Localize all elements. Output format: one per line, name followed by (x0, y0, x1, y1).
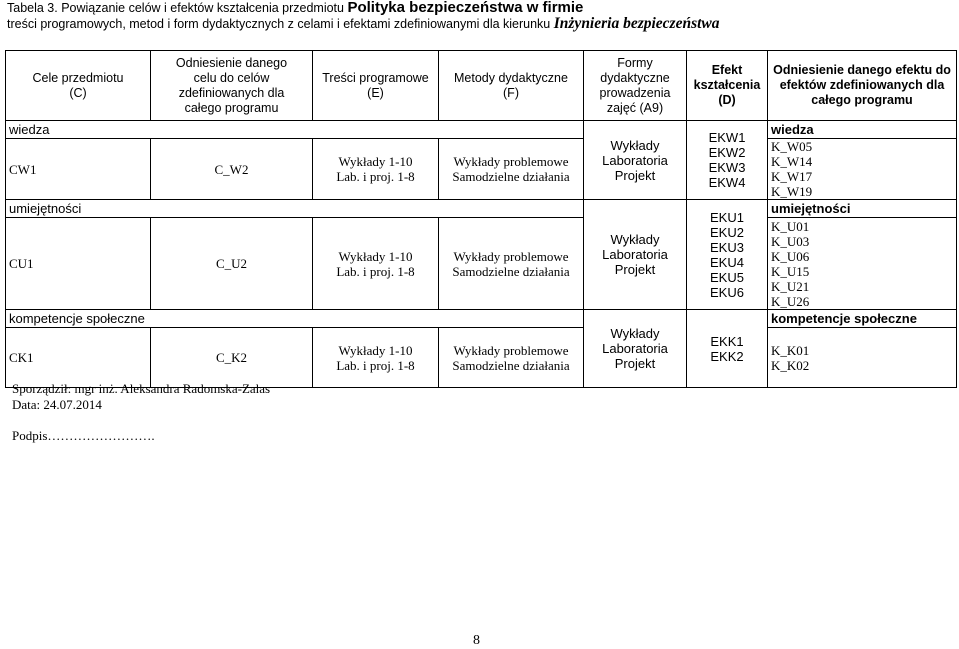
header-tresci: Treści programowe (E) (313, 51, 439, 121)
cel-ref-cell: C_W2 (151, 139, 313, 200)
section-row-wiedza (6, 121, 957, 139)
formy-cell: Wykłady Laboratoria Projekt (584, 200, 687, 310)
signature-line: Podpis……………………. (12, 428, 155, 443)
metody-cell: Wykłady problemowe Samodzielne działania (439, 139, 584, 200)
section-right-label: kompetencje społeczne (768, 310, 957, 328)
section-right-label: wiedza (768, 121, 957, 139)
efekty-cell: EKK1 EKK2 (687, 310, 768, 388)
efekty-ref-cell: K_K01 K_K02 (768, 328, 957, 388)
section-label: wiedza (6, 121, 584, 139)
tresci-cell: Wykłady 1-10 Lab. i proj. 1-8 (313, 328, 439, 388)
section-right-label: umiejętności (768, 200, 957, 218)
tresci-cell: Wykłady 1-10 Lab. i proj. 1-8 (313, 218, 439, 310)
header-formy: Formy dydaktyczne prowadzenia zajęć (A9) (584, 51, 687, 121)
cel-ref-cell: C_K2 (151, 328, 313, 388)
metody-cell: Wykłady problemowe Samodzielne działania (439, 328, 584, 388)
mapping-table (5, 50, 957, 388)
content-row-kompetencje (6, 328, 957, 388)
table-caption (7, 0, 957, 32)
cel-cell: CW1 (6, 139, 151, 200)
caption-subject: Polityka bezpieczeństwa w firmie (347, 0, 584, 16)
cel-cell: CU1 (6, 218, 151, 310)
efekty-cell: EKU1 EKU2 EKU3 EKU4 EKU5 EKU6 (687, 200, 768, 310)
content-row-umiejetnosci (6, 218, 957, 310)
tresci-cell: Wykłady 1-10 Lab. i proj. 1-8 (313, 139, 439, 200)
formy-cell: Wykłady Laboratoria Projekt (584, 121, 687, 200)
efekty-ref-cell: K_W05 K_W14 K_W17 K_W19 (768, 139, 957, 200)
date-line: Data: 24.07.2014 (12, 397, 102, 412)
section-row-kompetencje (6, 310, 957, 328)
metody-cell: Wykłady problemowe Samodzielne działania (439, 218, 584, 310)
caption-line-1 (7, 0, 957, 16)
efekty-ref-cell: K_U01 K_U03 K_U06 K_U15 K_U21 K_U26 (768, 218, 957, 310)
caption-prefix-2: treści programowych, metod i form dydaktycznych z celami i efektami zdefiniowanymi dla kierunku (7, 17, 551, 31)
formy-cell: Wykłady Laboratoria Projekt (584, 310, 687, 388)
caption-field: Inżynieria bezpieczeństwa (553, 15, 720, 32)
header-metody: Metody dydaktyczne (F) (439, 51, 584, 121)
cel-ref-cell: C_U2 (151, 218, 313, 310)
section-label: umiejętności (6, 200, 584, 218)
page-number: 8 (473, 633, 480, 648)
footer-block (12, 381, 270, 413)
header-odniesienie-efektu: Odniesienie danego efektu do efektów zdefiniowanych dla całego programu (768, 51, 957, 121)
efekty-cell: EKW1 EKW2 EKW3 EKW4 (687, 121, 768, 200)
cel-cell: CK1 (6, 328, 151, 388)
header-efekt: Efekt kształcenia (D) (687, 51, 768, 121)
section-row-umiejetnosci (6, 200, 957, 218)
header-row (6, 51, 957, 121)
content-row-wiedza (6, 139, 957, 200)
caption-line-2 (7, 16, 957, 32)
section-label: kompetencje społeczne (6, 310, 584, 328)
header-odniesienie-celu: Odniesienie danego celu do celów zdefiniowanych dla całego programu (151, 51, 313, 121)
author-line: Sporządził: mgr inż. Aleksandra Radomska-Zalas (12, 381, 271, 396)
header-cele: Cele przedmiotu (C) (6, 51, 151, 121)
caption-prefix: Tabela 3. Powiązanie celów i efektów kształcenia przedmiotu (7, 1, 344, 15)
